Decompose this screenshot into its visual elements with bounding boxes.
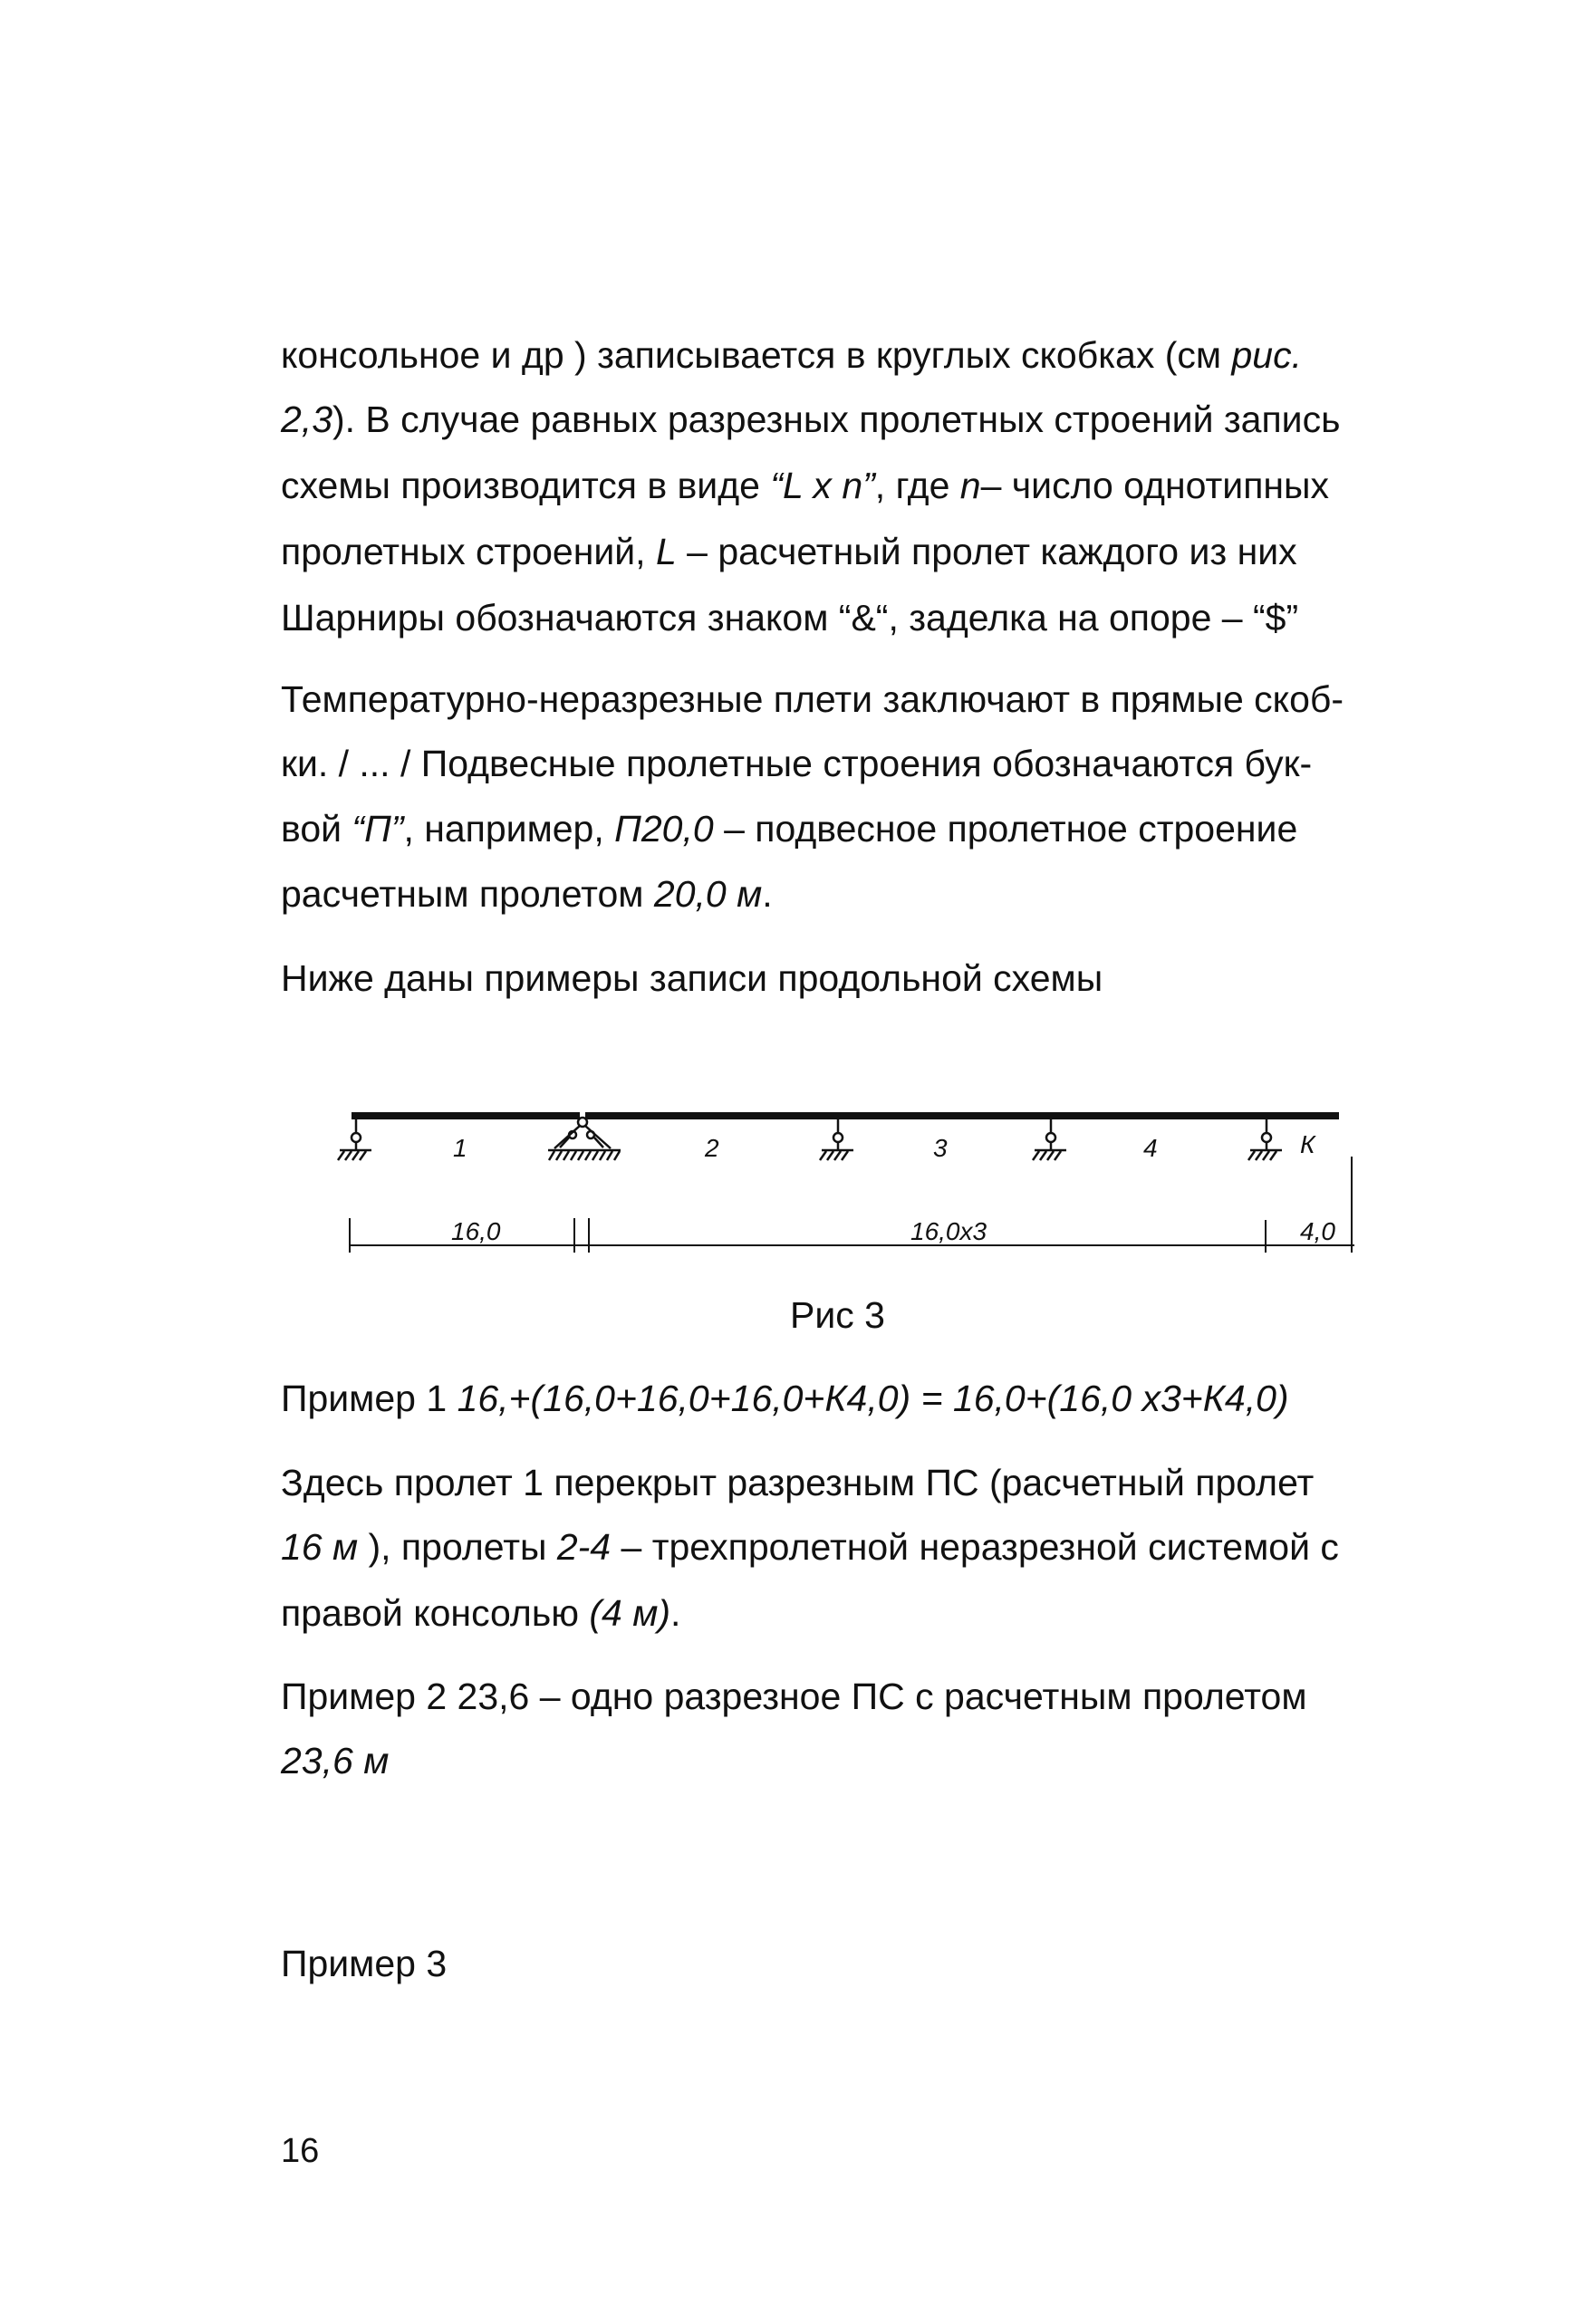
dimension-label: 4,0 [1300,1217,1335,1245]
example-1: Пример 1 16,+(16,0+16,0+16,0+К4,0) = 16,0+(16,0 х3+К4,0) [281,1378,1289,1419]
text-line: Ниже даны примеры записи продольной схемы [281,957,1103,999]
figure-caption: Рис 3 [790,1294,885,1336]
span-label: 4 [1143,1134,1158,1162]
text-line: консольное и др ) записывается в круглых скобках (см рис. [281,334,1302,376]
dimension-label: 16,0 [451,1217,501,1245]
span-label: 1 [453,1134,467,1162]
text-line: Здесь пролет 1 перекрыт разрезным ПС (расчетный пролет [281,1462,1315,1503]
example-2-value: 23,6 м [281,1740,390,1781]
hinge-support-icon [548,1118,621,1160]
example-2: Пример 2 23,6 – одно разрезное ПС с расчетным пролетом [281,1676,1307,1717]
dimension-label: 16,0x3 [910,1217,987,1245]
text-line: расчетным пролетом 20,0 м. [281,873,773,915]
text-line: правой консолью (4 м). [281,1592,681,1634]
support-icon [820,1119,853,1160]
text-line: пролетных строений, L – расчетный пролет каждого из них [281,531,1297,572]
text-line: ки. / ... / Подвесные пролетные строения обозначаются бук- [281,743,1313,784]
text-line: вой “П”, например, П20,0 – подвесное пролетное строение [281,808,1298,850]
text-line: схемы производится в виде “L x n”, где n– число однотипных [281,465,1330,506]
example-3: Пример 3 [281,1943,448,1984]
example-1-formula: 16,+(16,0+16,0+16,0+К4,0) = 16,0+(16,0 х3+К4,0) [457,1378,1289,1419]
text-line: 2,3). В случае равных разрезных пролетных строений запись [281,399,1341,440]
page-number: 16 [281,2132,320,2170]
span-label: 2 [705,1134,719,1162]
support-icon [338,1119,371,1160]
support-icon [1248,1119,1282,1160]
bridge-scheme-figure [317,1091,1359,1259]
support-icon [1033,1119,1066,1160]
deck-beam-left [352,1112,580,1119]
text-line: 16 м ), пролеты 2-4 – трехпролетной неразрезной системой с [281,1526,1339,1568]
span-label: 3 [933,1134,948,1162]
text-line: Шарниры обозначаются знаком “&“, заделка на опоре – “$” [281,597,1299,639]
text-line: Температурно-неразрезные плети заключают в прямые скоб- [281,678,1344,720]
span-label: К [1300,1130,1315,1158]
deck-beam-right [585,1112,1339,1119]
